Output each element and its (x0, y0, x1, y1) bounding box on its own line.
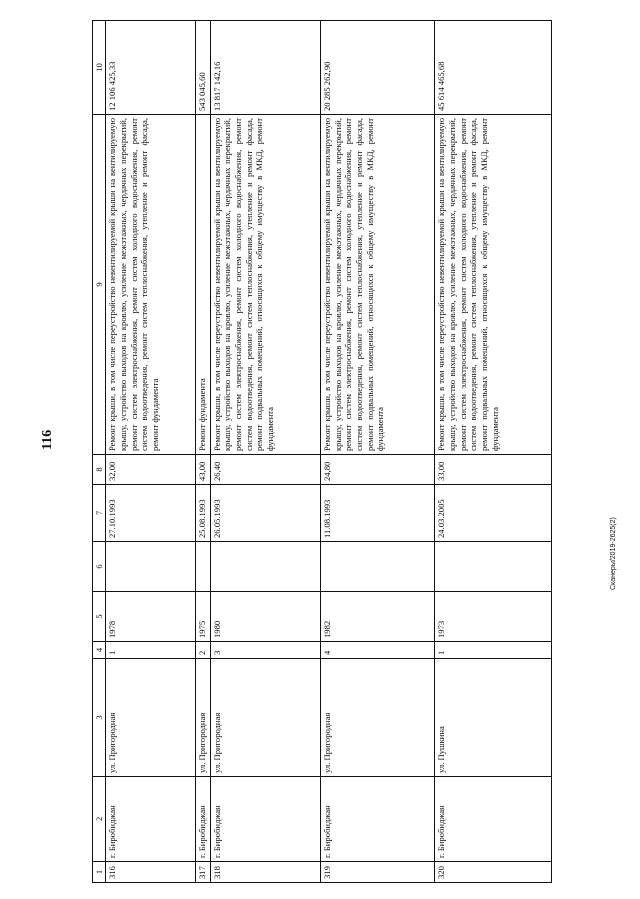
street-cell: ул. Пушкина (435, 659, 552, 777)
date-cell: 11.08.1993 (320, 485, 434, 542)
table-row (320, 21, 434, 883)
works-cell: Ремонт крыши, в том числе переустройство невентилируемой крыши на вентилируемую крышу, устройство выходов на кровлю, усиление межэтажных, чердачных перекрытий, ремонт систем электроснабжения, ремонт систем холодного водоснабжения, ремонт систем водоотведения, ремонт систем теплоснабжения, утепление и ремонт фасада, ремонт подвальных помещений, относящихся к общему имуществу в МКД, ремонт фундамента (320, 115, 434, 455)
row-number: 318 (210, 862, 320, 883)
house-cell: 2 (196, 642, 210, 659)
table-row (210, 21, 320, 883)
header-cell: 3 (93, 659, 106, 777)
header-cell: 5 (93, 592, 106, 642)
date-cell: 25.08.1993 (196, 485, 210, 542)
area-cell: 43,00 (196, 455, 210, 485)
row-number: 319 (320, 862, 434, 883)
amount-cell: 12 106 425,33 (106, 21, 196, 115)
empty-cell (196, 542, 210, 592)
date-cell: 27.10.1993 (106, 485, 196, 542)
house-cell: 3 (210, 642, 320, 659)
header-cell: 8 (93, 455, 106, 485)
amount-cell: 20 285 262,90 (320, 21, 434, 115)
table-row (435, 21, 552, 883)
area-cell: 32,00 (106, 455, 196, 485)
works-cell: Ремонт крыши, в том числе переустройство невентилируемой крыши на вентилируемую крышу, устройство выходов на кровлю, усиление межэтажных, чердачных перекрытий, ремонт систем электроснабжения, ремонт систем холодного водоснабжения, ремонт систем водоотведения, ремонт систем теплоснабжения, утепление и ремонт фасада, ремонт подвальных помещений, относящихся к общему имуществу в МКД, ремонт фундамента (435, 115, 552, 455)
capital-repair-table (92, 20, 552, 883)
header-cell: 7 (93, 485, 106, 542)
year-cell: 1973 (435, 592, 552, 642)
city-cell: г. Биробиджан (106, 777, 196, 862)
header-cell: 10 (93, 21, 106, 115)
city-cell: г. Биробиджан (435, 777, 552, 862)
row-number: 316 (106, 862, 196, 883)
area-cell: 26,40 (210, 455, 320, 485)
year-cell: 1980 (210, 592, 320, 642)
row-number: 317 (196, 862, 210, 883)
house-cell: 4 (320, 642, 434, 659)
header-cell: 2 (93, 777, 106, 862)
header-cell: 9 (93, 115, 106, 455)
house-cell: 1 (106, 642, 196, 659)
empty-cell (106, 542, 196, 592)
street-cell: ул. Пригородная (320, 659, 434, 777)
works-cell: Ремонт крыши, в том числе переустройство невентилируемой крыши на вентилируемую крышу, устройство выходов на кровлю, усиление межэтажных, чердачных перекрытий, ремонт систем электроснабжения, ремонт систем холодного водоснабжения, ремонт систем водоотведения, ремонт систем теплоснабжения, утепление и ремонт фасада, ремонт фундамента (106, 115, 196, 455)
table-row (196, 21, 210, 883)
city-cell: г. Биробиджан (196, 777, 210, 862)
area-cell: 24,80 (320, 455, 434, 485)
header-cell: 4 (93, 642, 106, 659)
year-cell: 1982 (320, 592, 434, 642)
date-cell: 24.03.2005 (435, 485, 552, 542)
street-cell: ул. Пригородная (106, 659, 196, 777)
amount-cell: 45 614 465,68 (435, 21, 552, 115)
city-cell: г. Биробиджан (320, 777, 434, 862)
header-cell: 6 (93, 542, 106, 592)
amount-cell: 543 045,60 (196, 21, 210, 115)
empty-cell (435, 542, 552, 592)
city-cell: г. Биробиджан (210, 777, 320, 862)
header-row (93, 21, 106, 883)
year-cell: 1975 (196, 592, 210, 642)
page-number: 116 (40, 429, 55, 450)
date-cell: 26.05.1993 (210, 485, 320, 542)
empty-cell (320, 542, 434, 592)
empty-cell (210, 542, 320, 592)
works-cell: Ремонт фундамента (196, 115, 210, 455)
table-row (106, 21, 196, 883)
street-cell: ул. Пригородная (210, 659, 320, 777)
amount-cell: 13 817 142,16 (210, 21, 320, 115)
area-cell: 33,00 (435, 455, 552, 485)
table-container (92, 21, 552, 883)
document-footer: Сканеры/2019-2625(2) (610, 517, 617, 590)
row-number: 320 (435, 862, 552, 883)
house-cell: 1 (435, 642, 552, 659)
works-cell: Ремонт крыши, в том числе переустройство невентилируемой крыши на вентилируемую крышу, устройство выходов на кровлю, усиление межэтажных, чердачных перекрытий, ремонт систем электроснабжения, ремонт систем холодного водоснабжения, ремонт систем водоотведения, ремонт систем теплоснабжения, утепление и ремонт фасада, ремонт подвальных помещений, относящихся к общему имуществу в МКД, ремонт фундамента (210, 115, 320, 455)
header-cell: 1 (93, 862, 106, 883)
street-cell: ул. Пригородная (196, 659, 210, 777)
year-cell: 1978 (106, 592, 196, 642)
